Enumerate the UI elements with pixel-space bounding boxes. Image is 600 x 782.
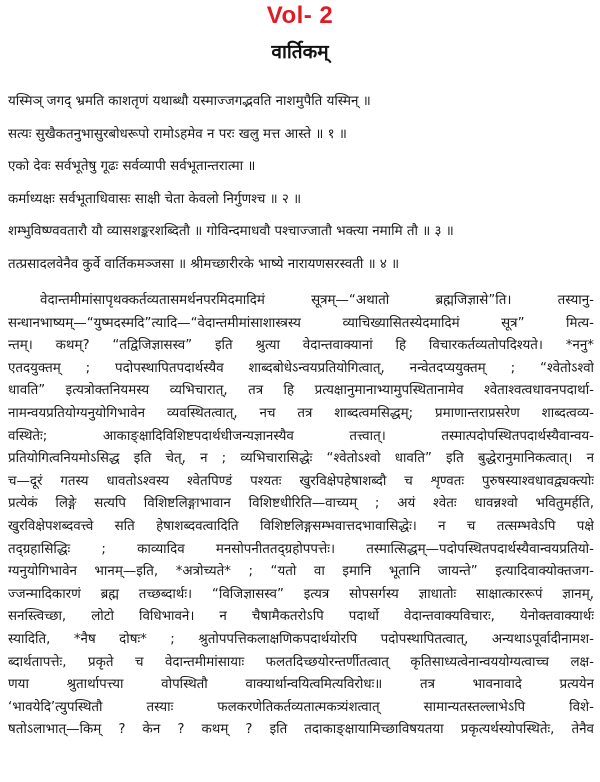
verse-line: एको देवः सर्वभूतेषु गूढः सर्वव्यापी सर्वभूतान्तरात्मा ॥ <box>8 159 256 175</box>
prose-line: वस्थितेः; आकाङ्क्षादिविशिष्टपदार्थधीजन्यज्ञानस्यैव तत्त्वात्। तस्मात्पदोपस्थितपदार्थस्यैवान्वय- <box>8 428 594 444</box>
prose-line: तद्ग्रहासिद्धिः ; काव्यादिव मनसोपनीततद्ग्रहोपपत्तेः। तस्मात्सिद्धम्—पदोपस्थितपदार्थस्यैवान्वयप्रतियो- <box>8 541 594 557</box>
verse-line: शम्भुविष्ण्ववतारौ यौ व्यासशङ्करशब्दितौ ॥ गोविन्दमाधवौ पश्चाज्जातौ भक्त्या नमामि तौ ॥ ३ ॥ <box>8 224 454 240</box>
verse-line: तत्प्रसादलवेनैव कुर्वे वार्तिकमञ्जसा ॥ श्रीमच्छारीरके भाष्ये नारायणसरस्वती ॥ ४ ॥ <box>8 256 400 272</box>
verse-line: कर्माध्यक्षः सर्वभूताधिवासः साक्षी चेता केवलो निर्गुणश्च ॥ २ ॥ <box>8 191 302 207</box>
prose-line: च—दूरं गतस्य धावतोऽश्वस्य श्वेतपिण्डं पश्यतः खुरविक्षेपहेषाशब्दौ च शृण्वतः पुरुषस्याश्वधावद्व्यक्त्योः <box>8 473 594 489</box>
prose-line: सनस्त्विच्छा, लोटो विधिभावने। न चैषामैकतरोऽपि पदार्थो वेदान्तवाक्यविचारः, येनोक्तवाक्यार्थः <box>8 609 594 625</box>
prose-line: नामन्वयप्रतियोग्यनुयोगिभावेन व्यवस्थितत्वात्, नच तत्र शाब्दत्वमसिद्धम्; प्रमाणान्तराप्रसरेण शाब्दत्वव्य- <box>8 405 594 421</box>
prose-line: सन्धानभाष्यम्—“युष्मदस्मदि”त्यादि—“वेदान्तमीमांसाशास्त्रस्य व्याचिख्यासितस्येदमादिमं सूत्र” मित्य- <box>8 315 594 331</box>
prose-line: प्रत्येकं लिङ्गे सत्यपि विशिष्टलिङ्गाभावान विशिष्टधीरिति—वाच्यम् ; अयं श्वेतः धावन्नश्वो भवितुमर्हति, <box>8 496 594 512</box>
prose-line: धावति” इत्यत्रोक्तनियमस्य व्यभिचारात्, तत्र हि प्रत्यक्षानुमानाभ्यामुपस्थितानामेव श्वेताश्वत्वधावनपदार्था- <box>8 383 594 399</box>
prose-line: षतोऽलाभात्—किम् ? केन ? कथम् ? इति तदाकाङ्क्षायामिच्छाविषयतया प्रकृत्यर्थस्योपस्थितेः, तेनैव <box>8 722 594 738</box>
prose-line: ग्यनुयोगिभावेन भानम्—इति, *अत्रोच्यते* ; “यतो वा इमानि भूतानि जायन्ते” इत्यादिवाक्योक्तजग- <box>8 564 594 580</box>
page-title: वार्तिकम् <box>271 41 329 63</box>
prose-line: स्यादिति, *नैष दोषः* ; श्रुतोपपत्तिकलाक्षणिकपदार्थयोरपि पदोपस्थापितत्वात्, अन्यथाऽपूर्वादीनामश- <box>8 631 594 647</box>
volume-label: Vol- 2 <box>266 2 334 29</box>
invocation-verses <box>8 92 598 288</box>
prose-line: खुरविक्षेपशब्दवत्त्वे सति हेषाशब्दवत्वादिति विशिष्टलिङ्गसम्भवात्तदभावासिद्धेः। न च तत्सम्भवेऽपि पक्षे <box>8 518 594 534</box>
verse-line: यस्मिञ् जगद् भ्रमति काशतृणं यथाब्धौ यस्माज्जगद्भवति नाशमुपैति यस्मिन् ॥ <box>8 94 371 109</box>
prose-line: प्रतियोगित्वनियमोऽसिद्ध इति चेत्, न ; व्यभिचारासिद्धेः “श्वेतोऽश्वो धावति” इति बुद्धेरानुमानिकत्वात्। न <box>8 451 594 467</box>
commentary-paragraph <box>8 290 594 742</box>
prose-line: ब्दार्थतापत्तेः, प्रकृते च वेदान्तमीमांसायाः फलतदिच्छयोरन्तर्णीतत्वात् कृतिसाध्यत्वेनान्वययोग्यत्वाच्च लक्ष- <box>8 654 594 670</box>
prose-line: ज्जन्मादिकारणं ब्रह्म तच्छब्दार्थः। “विजिज्ञासस्व” इत्यत्र सोपसर्गस्य ज्ञाधातोः साक्षात्काररूपं ज्ञानम्, <box>8 586 594 602</box>
prose-line: वेदान्तमीमांसापृथक्कर्तव्यतासमर्थनपरमिदमादिमं सूत्रम्—“अथातो ब्रह्मजिज्ञासे”ति। तस्यानु- <box>40 293 594 308</box>
prose-line: ‘भावयेदि’त्युपस्थितौ तस्याः फलकरणेतिकर्तव्यतात्मकत्र्यंशत्वात् सामान्यतस्तल्लाभेऽपि विशे- <box>8 699 594 715</box>
prose-line: एतदयुक्तम् ; पदोपस्थापितपदार्थस्यैव शाब्दबोधेऽन्वयप्रतियोगित्वात्, नन्वेतदप्ययुक्तम् ; “श्वेतोऽश्वो <box>8 360 594 376</box>
verse-line: सत्यः सुखैकतनुभासुरबोधरूपो रामोऽहमेव न परः खलु मत्त आस्ते ॥ १ ॥ <box>8 126 347 142</box>
prose-line: न्तम्। कथम्? “तद्विजिज्ञासस्व” इति श्रुत्या वेदान्तवाक्यानां हि विचारकर्तव्यतोपदिश्यते। *ननु* <box>8 338 594 354</box>
prose-line: णया श्रुतार्थापत्त्या वोपस्थितौ वाक्यार्थान्वयित्वमित्यविरोधः॥ तत्र भावनावादे प्रत्ययेन <box>8 677 594 693</box>
